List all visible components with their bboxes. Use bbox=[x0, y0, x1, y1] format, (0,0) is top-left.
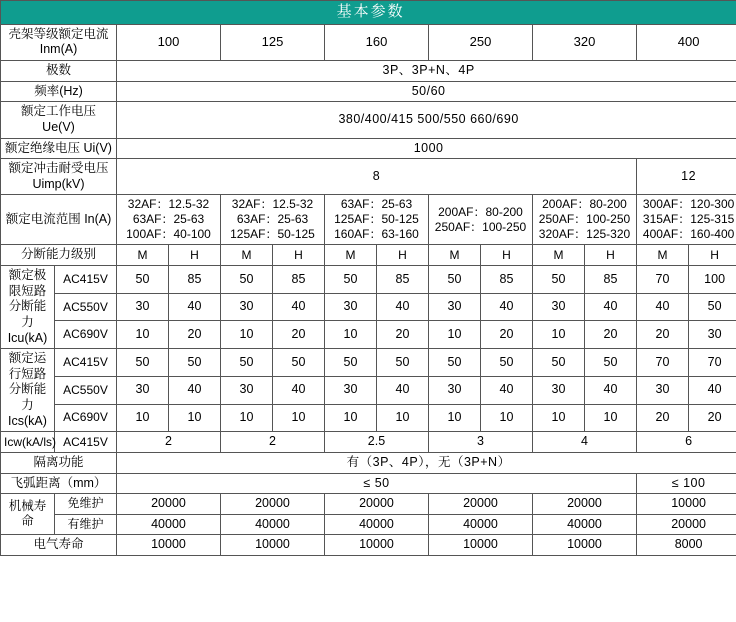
label-ac550v: AC550V bbox=[55, 293, 117, 321]
icu-value: 100 bbox=[689, 266, 736, 294]
row-icu-550 bbox=[1, 293, 736, 321]
range-line: 63AF：25-63 bbox=[132, 212, 205, 227]
range-line: 160AF：63-160 bbox=[334, 227, 419, 242]
row-current-range bbox=[1, 195, 736, 245]
row-isolation bbox=[1, 452, 736, 473]
value-poles: 3P、3P+N、4P bbox=[117, 61, 736, 82]
ics-value: 40 bbox=[585, 376, 637, 404]
mech-life-free-value: 20000 bbox=[325, 494, 429, 515]
mech-life-free-value: 20000 bbox=[429, 494, 533, 515]
ics-value: 30 bbox=[325, 376, 377, 404]
table-title-row bbox=[1, 1, 736, 25]
frame-value: 160 bbox=[325, 24, 429, 60]
row-icu-690 bbox=[1, 321, 736, 349]
icu-value: 30 bbox=[689, 321, 736, 349]
label-icu: 额定极限短路分断能力 Icu(kA) bbox=[1, 266, 55, 349]
label-current-range: 额定电流范围 In(A) bbox=[1, 195, 117, 245]
grade-cell: H bbox=[273, 245, 325, 266]
label-working-voltage: 额定工作电压 Ue(V) bbox=[1, 102, 117, 138]
mech-life-maint-value: 40000 bbox=[429, 514, 533, 535]
value-insulation-voltage: 1000 bbox=[117, 138, 736, 159]
ics-value: 10 bbox=[117, 404, 169, 432]
ics-value: 30 bbox=[117, 376, 169, 404]
label-ac550v: AC550V bbox=[55, 376, 117, 404]
label-with-maintenance: 有维护 bbox=[55, 514, 117, 535]
grade-cell: H bbox=[169, 245, 221, 266]
row-ics-550 bbox=[1, 376, 736, 404]
page-title: 基本参数 bbox=[1, 1, 736, 25]
ics-value: 20 bbox=[689, 404, 736, 432]
ics-value: 50 bbox=[117, 349, 169, 377]
icu-value: 30 bbox=[429, 293, 481, 321]
icu-value: 40 bbox=[585, 293, 637, 321]
value-working-voltage: 380/400/415 500/550 660/690 bbox=[117, 102, 736, 138]
icu-value: 40 bbox=[637, 293, 689, 321]
ics-value: 40 bbox=[169, 376, 221, 404]
label-breaking-grade: 分断能力级别 bbox=[1, 245, 117, 266]
ics-value: 30 bbox=[637, 376, 689, 404]
ics-value: 20 bbox=[637, 404, 689, 432]
range-line: 32AF：12.5-32 bbox=[231, 197, 314, 212]
ics-value: 10 bbox=[429, 404, 481, 432]
mech-life-maint-value: 20000 bbox=[637, 514, 736, 535]
mech-life-maint-value: 40000 bbox=[325, 514, 429, 535]
grade-cell: H bbox=[377, 245, 429, 266]
label-ac415v: AC415V bbox=[55, 349, 117, 377]
row-poles bbox=[1, 61, 736, 82]
row-mech-life-free bbox=[1, 494, 736, 515]
icu-value: 10 bbox=[221, 321, 273, 349]
range-line: 400AF：160-400 bbox=[642, 227, 735, 242]
row-icw bbox=[1, 432, 736, 453]
electrical-life-value: 10000 bbox=[117, 535, 221, 556]
icu-value: 50 bbox=[117, 266, 169, 294]
ics-value: 40 bbox=[273, 376, 325, 404]
range-line: 125AF：50-125 bbox=[230, 227, 315, 242]
electrical-life-value: 10000 bbox=[325, 535, 429, 556]
ics-value: 50 bbox=[221, 349, 273, 377]
ics-value: 50 bbox=[533, 349, 585, 377]
mech-life-free-value: 20000 bbox=[221, 494, 325, 515]
label-mech-life: 机械寿命 bbox=[1, 494, 55, 535]
row-frequency bbox=[1, 81, 736, 102]
icu-value: 85 bbox=[169, 266, 221, 294]
icu-value: 40 bbox=[377, 293, 429, 321]
ics-value: 50 bbox=[429, 349, 481, 377]
icu-value: 30 bbox=[325, 293, 377, 321]
row-working-voltage bbox=[1, 102, 736, 138]
icu-value: 50 bbox=[325, 266, 377, 294]
range-line: 200AF：80-200 bbox=[542, 197, 627, 212]
ics-value: 50 bbox=[325, 349, 377, 377]
ics-value: 10 bbox=[585, 404, 637, 432]
icu-value: 85 bbox=[377, 266, 429, 294]
current-range-cell bbox=[637, 195, 736, 245]
icw-value: 2.5 bbox=[325, 432, 429, 453]
icu-value: 85 bbox=[273, 266, 325, 294]
range-line: 63AF：25-63 bbox=[236, 212, 309, 227]
icu-value: 10 bbox=[325, 321, 377, 349]
row-breaking-grade bbox=[1, 245, 736, 266]
current-range-cell bbox=[117, 195, 221, 245]
row-mech-life-maint bbox=[1, 514, 736, 535]
frame-value: 320 bbox=[533, 24, 637, 60]
grade-cell: M bbox=[325, 245, 377, 266]
ics-value: 40 bbox=[481, 376, 533, 404]
icu-value: 50 bbox=[689, 293, 736, 321]
electrical-life-value: 10000 bbox=[429, 535, 533, 556]
ics-value: 50 bbox=[585, 349, 637, 377]
icu-value: 30 bbox=[117, 293, 169, 321]
grade-cell: H bbox=[481, 245, 533, 266]
ics-value: 50 bbox=[481, 349, 533, 377]
value-impulse-voltage-last: 12 bbox=[637, 159, 736, 195]
icu-value: 30 bbox=[221, 293, 273, 321]
value-arc-distance-last: ≤ 100 bbox=[637, 473, 736, 494]
label-isolation: 隔离功能 bbox=[1, 452, 117, 473]
range-line: 250AF：100-250 bbox=[538, 212, 631, 227]
ics-value: 10 bbox=[533, 404, 585, 432]
icw-value: 4 bbox=[533, 432, 637, 453]
range-line: 32AF：12.5-32 bbox=[127, 197, 210, 212]
ics-value: 40 bbox=[377, 376, 429, 404]
icu-value: 20 bbox=[169, 321, 221, 349]
icu-value: 50 bbox=[533, 266, 585, 294]
icu-value: 10 bbox=[533, 321, 585, 349]
grade-cell: M bbox=[117, 245, 169, 266]
range-line: 63AF：25-63 bbox=[340, 197, 413, 212]
ics-value: 30 bbox=[221, 376, 273, 404]
icu-value: 20 bbox=[637, 321, 689, 349]
frame-value: 100 bbox=[117, 24, 221, 60]
ics-value: 50 bbox=[273, 349, 325, 377]
range-line: 125AF：50-125 bbox=[334, 212, 419, 227]
value-impulse-voltage-main: 8 bbox=[117, 159, 637, 195]
ics-value: 50 bbox=[169, 349, 221, 377]
ics-value: 10 bbox=[273, 404, 325, 432]
ics-value: 10 bbox=[377, 404, 429, 432]
value-arc-distance-main: ≤ 50 bbox=[117, 473, 637, 494]
ics-value: 10 bbox=[221, 404, 273, 432]
electrical-life-value: 10000 bbox=[221, 535, 325, 556]
range-line: 300AF：120-300 bbox=[642, 197, 735, 212]
range-line: 100AF：40-100 bbox=[126, 227, 211, 242]
row-ics-415 bbox=[1, 349, 736, 377]
icu-value: 50 bbox=[221, 266, 273, 294]
label-frame-rating: 壳架等级额定电流 Inm(A) bbox=[1, 24, 117, 60]
label-frequency: 频率(Hz) bbox=[1, 81, 117, 102]
current-range-cell bbox=[533, 195, 637, 245]
icu-value: 30 bbox=[533, 293, 585, 321]
label-impulse-voltage: 额定冲击耐受电压 Uimp(kV) bbox=[1, 159, 117, 195]
icu-value: 50 bbox=[429, 266, 481, 294]
current-range-cell bbox=[325, 195, 429, 245]
icw-value: 3 bbox=[429, 432, 533, 453]
icw-value: 6 bbox=[637, 432, 736, 453]
mech-life-free-value: 10000 bbox=[637, 494, 736, 515]
icu-value: 10 bbox=[117, 321, 169, 349]
mech-life-maint-value: 40000 bbox=[533, 514, 637, 535]
icu-value: 20 bbox=[273, 321, 325, 349]
ics-value: 30 bbox=[533, 376, 585, 404]
mech-life-maint-value: 40000 bbox=[117, 514, 221, 535]
frame-value: 250 bbox=[429, 24, 533, 60]
row-icu-415 bbox=[1, 266, 736, 294]
label-ac415v: AC415V bbox=[55, 432, 117, 453]
row-electrical-life bbox=[1, 535, 736, 556]
icu-value: 70 bbox=[637, 266, 689, 294]
ics-value: 70 bbox=[637, 349, 689, 377]
label-ac690v: AC690V bbox=[55, 321, 117, 349]
frame-value: 125 bbox=[221, 24, 325, 60]
row-impulse-voltage bbox=[1, 159, 736, 195]
icu-value: 20 bbox=[377, 321, 429, 349]
current-range-cell bbox=[221, 195, 325, 245]
electrical-life-value: 8000 bbox=[637, 535, 736, 556]
mech-life-free-value: 20000 bbox=[533, 494, 637, 515]
icu-value: 85 bbox=[481, 266, 533, 294]
grade-cell: M bbox=[429, 245, 481, 266]
label-ac690v: AC690V bbox=[55, 404, 117, 432]
icu-value: 40 bbox=[273, 293, 325, 321]
ics-value: 10 bbox=[325, 404, 377, 432]
ics-value: 10 bbox=[481, 404, 533, 432]
range-line: 250AF：100-250 bbox=[434, 219, 527, 234]
label-insulation-voltage: 额定绝缘电压 Ui(V) bbox=[1, 138, 117, 159]
ics-value: 50 bbox=[377, 349, 429, 377]
icu-value: 85 bbox=[585, 266, 637, 294]
frame-value: 400 bbox=[637, 24, 736, 60]
current-range-cell bbox=[429, 195, 533, 245]
label-arc-distance: 飞弧距离（mm） bbox=[1, 473, 117, 494]
label-poles: 极数 bbox=[1, 61, 117, 82]
value-isolation: 有（3P、4P），无（3P+N） bbox=[117, 452, 736, 473]
row-frame-rating bbox=[1, 24, 736, 60]
electrical-life-value: 10000 bbox=[533, 535, 637, 556]
range-line: 320AF：125-320 bbox=[538, 227, 631, 242]
range-line: 315AF：125-315 bbox=[642, 212, 735, 227]
label-maintenance-free: 免维护 bbox=[55, 494, 117, 515]
icu-value: 20 bbox=[481, 321, 533, 349]
icw-value: 2 bbox=[117, 432, 221, 453]
mech-life-free-value: 20000 bbox=[117, 494, 221, 515]
value-frequency: 50/60 bbox=[117, 81, 736, 102]
grade-cell: M bbox=[637, 245, 689, 266]
icw-value: 2 bbox=[221, 432, 325, 453]
label-icw: Icw(kA/ls) bbox=[1, 432, 55, 453]
ics-value: 10 bbox=[169, 404, 221, 432]
grade-cell: M bbox=[533, 245, 585, 266]
grade-cell: H bbox=[689, 245, 736, 266]
ics-value: 70 bbox=[689, 349, 736, 377]
icu-value: 40 bbox=[481, 293, 533, 321]
range-line: 200AF：80-200 bbox=[438, 204, 523, 219]
ics-value: 40 bbox=[689, 376, 736, 404]
label-ics: 额定运行短路分断能力 Ics(kA) bbox=[1, 349, 55, 432]
row-insulation-voltage bbox=[1, 138, 736, 159]
icu-value: 10 bbox=[429, 321, 481, 349]
label-electrical-life: 电气寿命 bbox=[1, 535, 117, 556]
row-arc-distance bbox=[1, 473, 736, 494]
grade-cell: H bbox=[585, 245, 637, 266]
label-ac415v: AC415V bbox=[55, 266, 117, 294]
mech-life-maint-value: 40000 bbox=[221, 514, 325, 535]
icu-value: 20 bbox=[585, 321, 637, 349]
ics-value: 30 bbox=[429, 376, 481, 404]
icu-value: 40 bbox=[169, 293, 221, 321]
row-ics-690 bbox=[1, 404, 736, 432]
grade-cell: M bbox=[221, 245, 273, 266]
